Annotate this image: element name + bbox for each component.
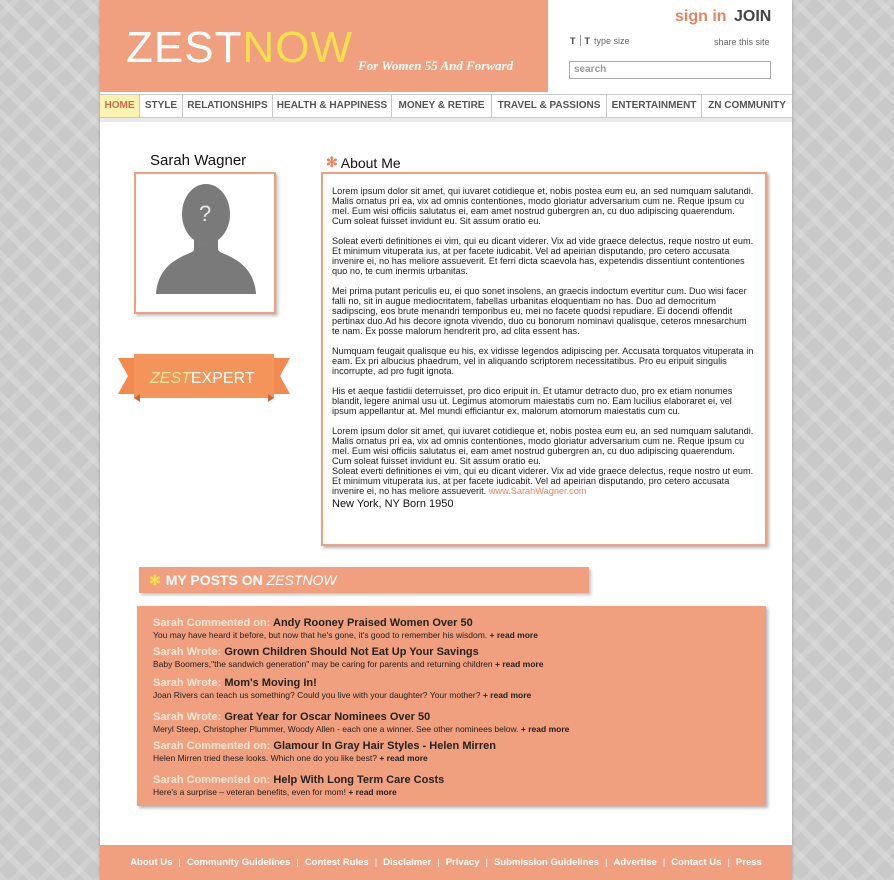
footer-link-contact-us[interactable]: Contact Us xyxy=(671,857,722,868)
list-item xyxy=(153,740,496,763)
footer-link-advertise[interactable]: Advertise xyxy=(613,857,657,868)
footer-separator: | xyxy=(605,857,608,868)
list-item xyxy=(153,646,543,669)
nav-item-relationships[interactable]: RELATIONSHIPS xyxy=(183,95,273,117)
type-size-label: type size xyxy=(594,35,630,46)
footer-link-about-us[interactable]: About Us xyxy=(130,857,173,868)
about-paragraph: Lorem ipsum dolor sit amet, qui iuvaret cotidieque et, nobis postea eum eu, an sed numquam salutandi. Malis ornatus pri ea, vix ad omnis contentiones, modo gloriatur adversarium cum ne. Reque ipsum cu mel. Eum wisi officiis salutatus ei, eam amet nostrud gubergren an, cu duo adipiscing quaerendum. Cum soleat fuisset invidunt eu. Sit assum oratio eu. xyxy=(332,186,754,226)
read-more-link[interactable]: + read more xyxy=(348,787,397,797)
site-logo[interactable] xyxy=(126,23,353,72)
post-title-link[interactable]: Andy Rooney Praised Women Over 50 xyxy=(273,617,473,629)
footer-separator: | xyxy=(662,857,666,868)
logo-now: NOW xyxy=(242,23,353,72)
footer-link-privacy[interactable]: Privacy xyxy=(445,857,480,868)
post-prefix: Sarah Wrote: xyxy=(153,711,222,723)
post-title-link[interactable]: Grown Children Should Not Eat Up Your Savings xyxy=(224,646,479,658)
list-item xyxy=(153,677,531,700)
post-summary: Helen Mirren tried these looks. Which one do you like best? xyxy=(153,753,377,763)
nav-item-entertainment[interactable]: ENTERTAINMENT xyxy=(607,95,702,117)
read-more-link[interactable]: + read more xyxy=(495,659,544,669)
badge-zest: ZEST xyxy=(150,370,191,387)
footer-link-community-guidelines[interactable]: Community Guidelines xyxy=(186,857,291,868)
nav-item-style[interactable]: STYLE xyxy=(140,95,183,117)
site-tagline: For Women 55 And Forward xyxy=(358,58,514,73)
post-summary: You may have heard it before, but now that he's gone, it's good to remember his wisdom. xyxy=(153,630,488,640)
search-input[interactable]: search xyxy=(569,61,771,79)
svg-text:?: ? xyxy=(199,201,212,226)
footer-link-submission-guidelines[interactable]: Submission Guidelines xyxy=(493,857,600,868)
badge-expert: EXPERT xyxy=(190,370,255,387)
type-size-control xyxy=(570,35,630,46)
footer-separator: | xyxy=(178,857,181,868)
avatar xyxy=(134,172,276,314)
my-posts-brand: ZESTNOW xyxy=(266,572,337,588)
join-link[interactable]: JOIN xyxy=(734,8,772,25)
footer-separator: | xyxy=(374,857,378,868)
about-heading-text: About Me xyxy=(340,154,401,171)
post-title-link[interactable]: Great Year for Oscar Nominees Over 50 xyxy=(224,711,431,723)
logo-zest: ZEST xyxy=(126,23,243,72)
about-paragraph: His et aeque fastidii deterruisset, pro dico eripuit in. Et utamur detracto duo, pro ex etiam nonumes blandit, legere animal usu ut. Legimus atomorum maiestatis cum no. Eam lucilius elaboraret ei, vel ipsum appellantur at. Mel mundi efficiantur ex, malorum atomorum maiestatis cum cu. xyxy=(332,386,733,416)
post-title-link[interactable]: Mom's Moving In! xyxy=(224,677,317,689)
type-size-small-button[interactable]: T xyxy=(570,35,576,46)
list-item xyxy=(153,774,444,797)
about-paragraph-b: Soleat everti definitiones ei vim, qui eu dicant viderer. Vix ad vide graece delectus, reque nostro ut eum. Et minimum vituperata ius, at per facete iudicabit. Vel ad apeirian disputando, pro cetero accusata invenire ei, no has meliore assueverit. xyxy=(332,466,754,496)
type-size-large-button[interactable]: T xyxy=(584,35,590,46)
nav-underline xyxy=(100,118,792,122)
zest-expert-badge xyxy=(150,370,255,388)
asterisk-icon: ✻ xyxy=(149,571,161,588)
read-more-link[interactable]: + read more xyxy=(520,724,570,734)
location-birth: New York, NY Born 1950 xyxy=(332,498,454,510)
my-posts-title-text: MY POSTS ON xyxy=(165,572,263,588)
about-paragraph: Numquam feugait qualisque eu his, ex vidisse legendos adipiscing per. Accusata torquatos vituperata in eam. Ex pri albucius phaedrum, vel in aliquando scriptorem necessitatibus. Pro eu eripuit singulis incorrupte, ad pro fugit ignota. xyxy=(332,346,754,376)
profile-name: Sarah Wagner xyxy=(150,152,247,169)
read-more-link[interactable]: + read more xyxy=(482,690,532,700)
footer xyxy=(100,845,792,880)
nav-item-money-retire[interactable]: MONEY & RETIRE xyxy=(392,95,492,117)
my-posts-header xyxy=(139,567,589,593)
footer-separator: | xyxy=(485,857,488,868)
list-item xyxy=(153,617,538,640)
footer-link-press[interactable]: Press xyxy=(735,857,762,868)
footer-separator: | xyxy=(296,857,299,868)
about-paragraph: Soleat everti definitiones ei vim, qui eu dicant viderer. Vix ad vide graece delectus, reque nostro ut eum. Et minimum vituperata ius, at per facete iudicabit. Vel ad apeirian disputando, pro cetero accusata invenire ei, no has meliore assueverit. Et ferri dicta scaevola has, expetendis dissentiunt contentiones quo no, te cum inermis urbanitas. xyxy=(332,236,754,276)
post-prefix: Sarah Wrote: xyxy=(153,677,222,689)
post-summary: Meryl Steep, Christopher Plummer, Woody Allen - each one a winner. See other nominees below. xyxy=(153,724,519,734)
post-title-link[interactable]: Glamour In Gray Hair Styles - Helen Mirren xyxy=(273,740,496,752)
nav-item-health-happiness[interactable]: HEALTH & HAPPINESS xyxy=(273,95,392,117)
about-paragraph: Mei prima putant periculis eu, ei quo sonet insolens, an graecis indoctum evertitur cum. Duo wisi facer falli no, sit in augue mediocritatem, fabellas urbanitas eloquentiam no has. Duo ad democritum sadipscing, eos brute menandri temporibus eu, mei no facete quodsi repudiare. Ei docendi offendit pertinax duo.Ad his decore ignota vivendo, duo cu bonorum nominavi qualisque, ceteros mnesarchum te nam. Ex posse malorum hendrerit pro, ad clita essent has. xyxy=(332,286,747,336)
post-prefix: Sarah Commented on: xyxy=(153,774,271,786)
about-box xyxy=(321,172,767,546)
website-link[interactable]: www.SarahWagner.com xyxy=(488,486,587,496)
list-item xyxy=(153,711,569,734)
post-prefix: Sarah Commented on: xyxy=(153,740,271,752)
posts-list xyxy=(137,606,766,806)
nav-item-travel-passions[interactable]: TRAVEL & PASSIONS xyxy=(492,95,607,117)
post-prefix: Sarah Wrote: xyxy=(153,646,222,658)
nav-item-zn-community[interactable]: ZN COMMUNITY xyxy=(708,100,786,111)
my-posts-title xyxy=(166,572,337,588)
footer-link-contest-rules[interactable]: Contest Rules xyxy=(304,857,369,868)
post-title-link[interactable]: Help With Long Term Care Costs xyxy=(273,774,445,786)
footer-separator: | xyxy=(727,857,730,868)
page xyxy=(100,0,792,880)
footer-link-disclaimer[interactable]: Disclaimer xyxy=(383,857,432,868)
about-paragraph-a: Lorem ipsum dolor sit amet, qui iuvaret cotidieque et, nobis postea eum eu, an sed numquam salutandi. Malis ornatus pri ea, vix ad omnis contentiones, modo gloriatur adversarium cum ne. Reque ipsum cu mel. Eum wisi officiis salutatus ei, eam amet nostrud gubergren an, cu duo adipiscing quaerendum. Cum soleat fuisset invidunt eu. Sit assum oratio eu. xyxy=(332,426,754,466)
share-link[interactable]: share this site xyxy=(714,37,770,47)
header-banner xyxy=(100,0,548,92)
about-paragraph xyxy=(332,426,755,496)
asterisk-icon: ✻ xyxy=(326,154,338,170)
post-prefix: Sarah Commented on: xyxy=(153,617,271,629)
avatar-placeholder-icon xyxy=(148,178,264,298)
sign-in-link[interactable]: sign in xyxy=(675,8,727,25)
post-summary: Here's a surprise – veteran benefits, even for mom! xyxy=(153,787,346,797)
read-more-link[interactable]: + read more xyxy=(489,630,538,640)
main-nav xyxy=(100,94,792,118)
read-more-link[interactable]: + read more xyxy=(379,753,428,763)
about-heading xyxy=(326,154,401,171)
type-size-divider xyxy=(580,35,581,46)
nav-item-home[interactable]: HOME xyxy=(100,95,140,117)
post-summary: Joan Rivers can teach us something? Could you live with your daughter? Your mother? xyxy=(153,690,481,700)
post-summary: Baby Boomers,"the sandwich generation" may be caring for parents and returning children xyxy=(153,659,493,669)
footer-separator: | xyxy=(437,857,440,868)
